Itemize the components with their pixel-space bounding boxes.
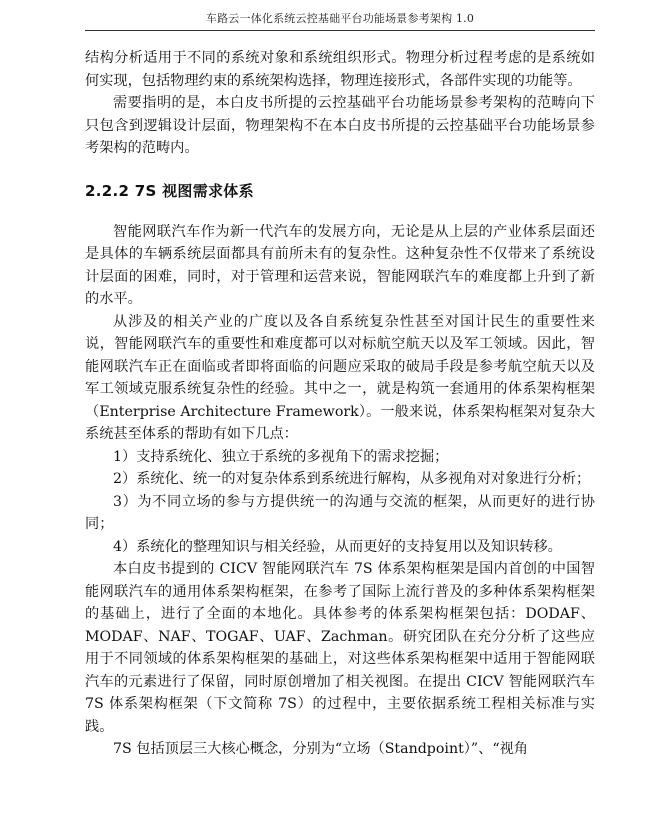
list-item: 1）支持系统化、独立于系统的多视角下的需求挖掘； [113, 448, 449, 465]
section-heading: 2.2.2 7S 视图需求体系 [85, 181, 254, 200]
header-title: 车路云一体化系统云控基础平台功能场景参考架构 1.0 [205, 12, 475, 25]
body-paragraph: 本白皮书提到的 CICV 智能网联汽车 7S 体系架构框架是国内首创的中国智能网联汽车的通用体系架构框架，在参考了国际上流行普及的多种体系架构框架的基础上，进行了全面的本地化。具体参考的体系架构框架包括：DODAF、MODAF、NAF、TOGAF、UAF、Zachman。研究团队在充分分析了这些应用于不同领域的体系架构框架的基础上，对这些体系架构框架中适用于智能网联汽车的元素进行了保留，同时原创增加了相关视图。在提出 CICV 智能网联汽车 7S 体系架构框架（下文简称 7S）的过程中，主要依据系统工程相关标准与实践。 [85, 561, 595, 735]
body-paragraph: 需要指明的是，本白皮书所提的云控基础平台功能场景参考架构的范畴向下只包含到逻辑设计层面，物理架构不在本白皮书所提的云控基础平台功能场景参考架构的范畴内。 [85, 95, 595, 156]
page-header [85, 10, 595, 26]
body-paragraph: 从涉及的相关产业的广度以及各自系统复杂性甚至对国计民生的重要性来说，智能网联汽车的重要性和难度都可以对标航空航天以及军工领域。因此，智能网联汽车正在面临或者即将面临的问题应采取的破局手段是参考航空航天以及军工领域克服系统复杂性的经验。其中之一，就是构筑一套通用的体系架构框架（Enterprise Architecture Framework）。一般来说，体系架构框架对复杂大系统甚至体系的帮助有如下几点： [85, 313, 595, 442]
header-divider [85, 30, 595, 31]
list-item: 4）系统化的整理知识与相关经验，从而更好的支持复用以及知识转移。 [113, 538, 562, 555]
list-item: 2）系统化、统一的对复杂体系到系统进行解构，从多视角对对象进行分析； [113, 471, 591, 487]
list-item: 3）为不同立场的参与方提供统一的沟通与交流的框架，从而更好的进行协同； [85, 493, 595, 532]
document-body [85, 47, 595, 761]
body-paragraph: 结构分析适用于不同的系统对象和系统组织形式。物理分析过程考虑的是系统如何实现，包括物理约束的系统架构选择，物理连接形式，各部件实现的功能等。 [85, 50, 595, 89]
body-paragraph: 智能网联汽车作为新一代汽车的发展方向，无论是从上层的产业体系层面还是具体的车辆系统层面都具有前所未有的复杂性。这种复杂性不仅带来了系统设计层面的困难，同时，对于管理和运营来说，智能网联汽车的难度都上升到了新的水平。 [85, 223, 595, 307]
body-paragraph: 7S 包括顶层三大核心概念，分别为“立场（Standpoint）”、“视角 [113, 741, 528, 757]
